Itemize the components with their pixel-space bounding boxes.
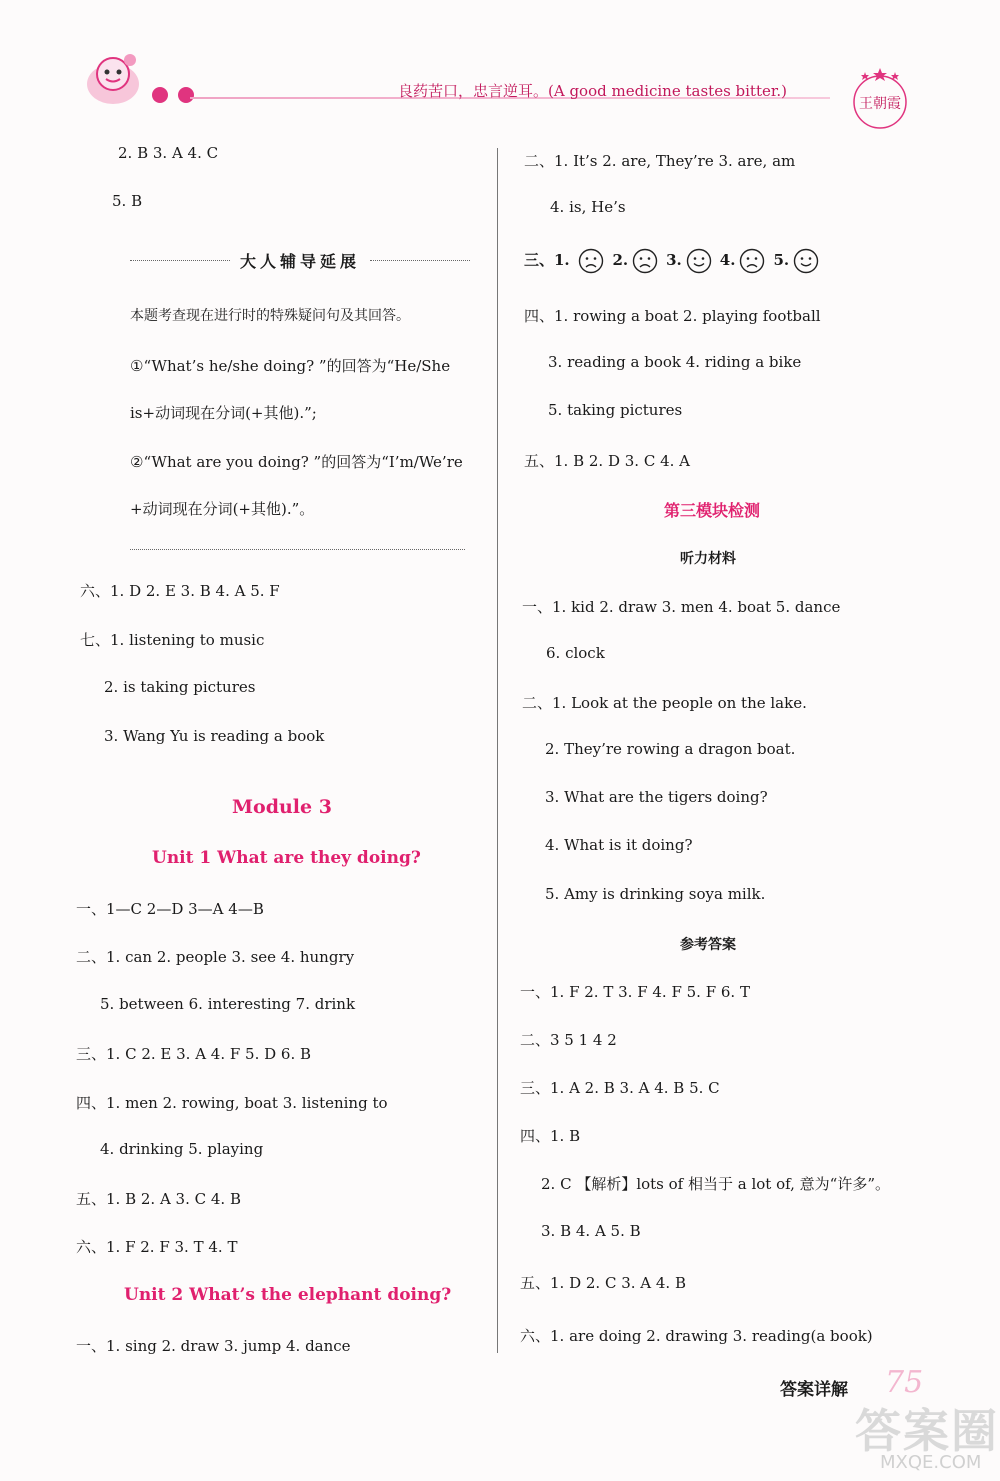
answer-line: 3. Wang Yu is reading a book bbox=[104, 727, 325, 745]
answer-line: 二、1. It’s 2. are, They’re 3. are, am bbox=[524, 152, 796, 170]
answer-line: 2. is taking pictures bbox=[104, 678, 256, 696]
mascot-icon bbox=[78, 52, 148, 107]
answer-line: 二、1. can 2. people 3. see 4. hungry bbox=[76, 948, 355, 966]
tip-title bbox=[130, 248, 470, 272]
sad-face-icon bbox=[739, 248, 765, 274]
answer-line: 一、1. sing 2. draw 3. jump 4. dance bbox=[76, 1337, 351, 1355]
answer-line: 三、1. A 2. B 3. A 4. B 5. C bbox=[520, 1079, 720, 1097]
face-item-number: 3. bbox=[666, 251, 682, 269]
answer-line: 3. reading a book 4. riding a bike bbox=[548, 353, 802, 371]
answer-line: 五、1. B 2. A 3. C 4. B bbox=[76, 1190, 241, 1208]
tip-text: 本题考查现在进行时的特殊疑问句及其回答。 bbox=[130, 308, 410, 324]
face-row-prefix: 三、1. bbox=[524, 251, 570, 269]
answer-line: 一、1. kid 2. draw 3. men 4. boat 5. dance bbox=[522, 598, 841, 616]
answer-line: 六、1. F 2. F 3. T 4. T bbox=[76, 1238, 238, 1256]
tip-text: is+动词现在分词(+其他).”; bbox=[130, 404, 317, 422]
answer-line: 2. They’re rowing a dragon boat. bbox=[545, 740, 796, 758]
answer-line: 2. B 3. A 4. C bbox=[118, 144, 219, 162]
answer-line: 4. What is it doing? bbox=[545, 836, 693, 854]
module-heading: Module 3 bbox=[232, 796, 332, 818]
answer-line: 五、1. D 2. C 3. A 4. B bbox=[520, 1274, 686, 1292]
sad-face-icon bbox=[578, 248, 604, 274]
answer-line: 一、1. F 2. T 3. F 4. F 5. F 6. T bbox=[520, 983, 750, 1001]
answer-line: 五、1. B 2. D 3. C 4. A bbox=[524, 452, 690, 470]
answer-line: 一、1—C 2—D 3—A 4—B bbox=[76, 900, 264, 918]
header-motto: 良药苦口，忠言逆耳。(A good medicine tastes bitter.) bbox=[398, 82, 788, 100]
answer-line: 5. between 6. interesting 7. drink bbox=[100, 995, 356, 1013]
tip-text: ①“What’s he/she doing? ”的回答为“He/She bbox=[130, 357, 451, 375]
watermark-url: MXQE.COM bbox=[880, 1452, 982, 1473]
answer-line: 二、3 5 1 4 2 bbox=[520, 1031, 617, 1049]
face-item-number: 2. bbox=[612, 251, 629, 269]
answer-line: 七、1. listening to music bbox=[80, 631, 265, 649]
answer-line: 5. taking pictures bbox=[548, 401, 683, 419]
answer-line: 3. What are the tigers doing? bbox=[545, 788, 768, 806]
answer-line: 四、1. men 2. rowing, boat 3. listening to bbox=[76, 1094, 388, 1112]
answer-line: 六、1. D 2. E 3. B 4. A 5. F bbox=[80, 582, 280, 600]
sad-face-icon bbox=[632, 248, 658, 274]
answer-line: 3. B 4. A 5. B bbox=[541, 1222, 641, 1240]
unit-heading: Unit 1 What are they doing? bbox=[152, 848, 421, 868]
answers-heading: 参考答案 bbox=[680, 937, 736, 953]
answer-line: 四、1. B bbox=[520, 1127, 581, 1145]
page-number: 75 bbox=[885, 1365, 924, 1400]
face-item-number: 5. bbox=[773, 251, 790, 269]
listening-heading: 听力材料 bbox=[680, 551, 736, 567]
answer-line: 5. Amy is drinking soya milk. bbox=[545, 885, 766, 903]
answer-line: 六、1. are doing 2. drawing 3. reading(a book) bbox=[520, 1327, 873, 1345]
answer-line: 三、1. C 2. E 3. A 4. F 5. D 6. B bbox=[76, 1045, 312, 1063]
footer-label: 答案详解 bbox=[780, 1380, 848, 1400]
page-footer bbox=[780, 1365, 924, 1400]
answer-line: 四、1. rowing a boat 2. playing football bbox=[524, 307, 821, 325]
unit-heading: Unit 2 What’s the elephant doing? bbox=[124, 1285, 452, 1305]
page-header bbox=[0, 0, 1000, 130]
test-heading: 第三模块检测 bbox=[664, 501, 761, 520]
happy-face-icon bbox=[686, 248, 712, 274]
happy-face-icon bbox=[793, 248, 819, 274]
answer-line: 6. clock bbox=[546, 644, 605, 662]
answer-line: 5. B bbox=[112, 192, 143, 210]
tip-divider bbox=[130, 549, 465, 550]
face-item-number: 4. bbox=[719, 251, 736, 269]
watermark: 答案圈 bbox=[855, 1404, 999, 1458]
answer-line: 二、1. Look at the people on the lake. bbox=[522, 694, 807, 712]
face-answer-line bbox=[524, 248, 827, 274]
column-divider bbox=[497, 148, 498, 1353]
svg-text:王朝霞: 王朝霞 bbox=[859, 96, 901, 112]
tip-title-text: 大人辅导延展 bbox=[240, 251, 361, 271]
answer-line: 4. drinking 5. playing bbox=[100, 1140, 264, 1158]
seal-logo bbox=[840, 62, 920, 132]
tip-text: ②“What are you doing? ”的回答为“I’m/We’re bbox=[130, 453, 463, 471]
answer-line: 2. C 【解析】lots of 相当于 a lot of, 意为“许多”。 bbox=[541, 1175, 891, 1193]
answer-line: 4. is, He’s bbox=[550, 198, 626, 216]
tip-text: +动词现在分词(+其他).”。 bbox=[130, 500, 315, 518]
